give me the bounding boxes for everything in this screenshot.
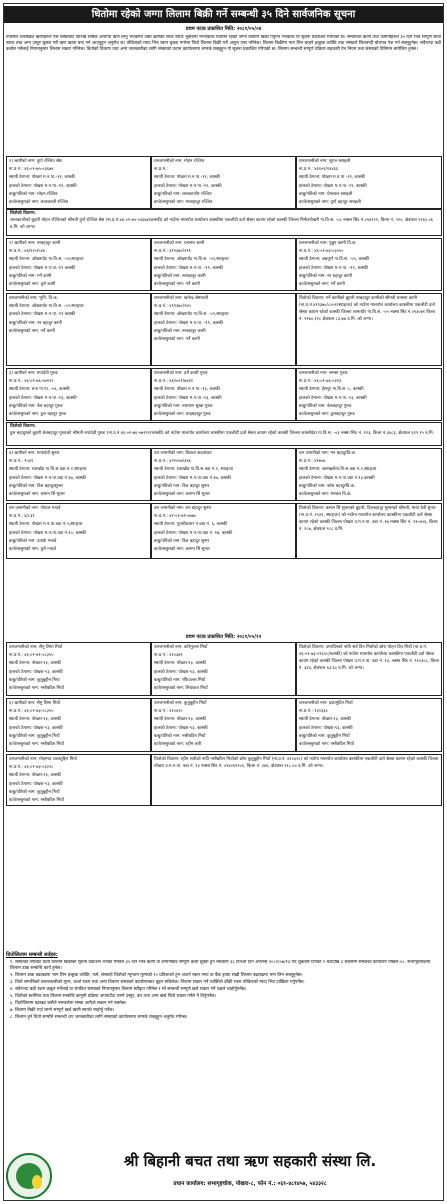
cell-line: ना.प्र.नं.: ४६-०१-७३-०८३५० xyxy=(9,709,54,715)
guarantor-cell xyxy=(6,293,151,366)
cell-line: ना.प्र.नं.: ४६१०१/१४४३३ xyxy=(299,167,339,173)
guarantor-cell xyxy=(151,156,296,209)
notice-title: धितोमा रहेको जग्गा लिलाम बिक्री गर्ने सम्बन्धी ३५ दिने सार्वजनिक सूचना xyxy=(4,6,443,23)
cell-line: बाबु/पतिको नाम: कुतुबुद्दीन मिया xyxy=(9,677,60,683)
cell-heading: धितोको विवरण: रहीम लतीको नाति नसीबदिन मियाँको छोरा कुतुबुद्दीन मियाँ (ना.प्र.नं. ४१०६२०) को नाउँमा मालपोत कार्यालय कास्कीमा एकलौटी दर्ता श्रेस्ता कायम रहेको कास्की जिल्ला पोखरा उ.म.न.पा. वडा नं. १३ नक्सा सिट नं. ०९४०९२२०१, कित्ता नं. ३४४, क्षेत्रफल ११८.०० व.मि. को जग्गा। xyxy=(154,757,439,769)
cell-line: बाजे/ससुराको नाम: ठुलबहादुर गुरुङ xyxy=(299,411,355,417)
cell-heading: धनजमानीको नाम: सुरज रसाइली xyxy=(299,159,351,164)
cell-line: बाबु/पतिको नाम: बेलबहादुर गुरुङ xyxy=(299,403,352,409)
cell-heading: धन जमानीको नाम: गोपाल गन्धर्व xyxy=(9,506,61,511)
cell-line: स्थायी ठेगाना: पोखरा म.न.पा.-१३, कास्की xyxy=(154,387,220,393)
cell-line: हालको ठेगाना: पोखरा म.न.पा.वडा नं.१७, कास्की xyxy=(9,475,86,481)
cell-line: बाबु/पतिको नाम: नर बहादुर कामी xyxy=(9,320,62,326)
cell-heading: ४) ऋणीको नाम: मायादेवी सुनार xyxy=(9,451,60,456)
borrower-cell xyxy=(6,448,151,501)
borrower-cell xyxy=(6,368,151,421)
guarantor-cell xyxy=(151,698,296,752)
cell-line: हालको ठेगाना: पोखरा-१३, कास्की xyxy=(9,725,63,731)
cell-line: हालको ठेगाना: पोखरा म.न.पा.वडा नं.१७, कास्की xyxy=(154,475,231,481)
condition-item: ५. धितोको स्वामित्व तथा लिलाम सम्बन्धि कानुनी प्रक्रिया अपनाउँदा लाग्ने दस्तुर, कर तथा अन्य खर्च धितो सकार गर्नेले नै तिर्नुपर्नेछ। xyxy=(10,993,217,999)
guarantor-cell xyxy=(151,368,296,421)
cell-line: हालको ठेगाना: पोखरा म.न.पा. -१९, कास्की xyxy=(154,265,223,271)
cell-line: ना.प्र.नं.: ४६-०१-७६-०३१३ xyxy=(299,379,342,385)
cell-line: बाबु/पतिको नाम: नसीबदिन मियाँ xyxy=(154,733,206,739)
condition-item: ३. धितो सम्पत्तिको चलनचल्तीको मूल्य, कर्जा रकम तथा अन्य विवरण संस्थाको कार्यालयबाट बुझ्न सकिनेछ। लिलाम सकार गर्ने व्यक्तिले बाँकी रकम तोकिएको म्याद भित्र दाखिला गर्नुपर्नेछ। xyxy=(10,979,305,985)
cell-line: हालको ठेगाना: पोखरा म.न.पा.-१३, कास्की xyxy=(299,395,367,401)
cell-line: हालको ठेगाना: पोखरा म.न.पा.-१९ कास्की xyxy=(9,312,76,318)
cell-heading: ३) ऋणीको नाम: रुपादेवी गुरुङ xyxy=(9,371,58,376)
cell-line: बाजे/ससुराको नाम: ठुल बहादुर गुरुङ xyxy=(9,411,67,417)
guarantor-cell xyxy=(296,368,442,421)
cell-line: ना.प्र.नं.: ४६-०१-७१-०८३५० xyxy=(9,653,54,659)
cell-line: स्थायी ठेगाना: हँसपुर गा.वि.स -८, कास्की xyxy=(299,387,364,393)
cell-heading: धनजमानीको नाम: मोहन रञ्जित xyxy=(154,159,205,164)
cell-line: बाजे/ससुराको नाम: चन्द्रबहादुर गुरुङ xyxy=(154,411,211,417)
guarantor-cell xyxy=(151,238,296,291)
cell-line: बाबु/पतिको नाम: डिल बहादुरसुनार xyxy=(9,483,63,489)
cell-line: बाजे/ससुराको नाम: गर्ने कामी xyxy=(9,328,55,334)
cell-line: बाबु/पतिको नाम: बेल बहादुर गुरुङ xyxy=(9,403,63,409)
cell-line: हालको ठेगाना: पोखरा-१३, कास्की xyxy=(299,725,353,731)
cell-line: हालको ठेगाना: पोखरा म.न.पा.वडा नं. १७, कास्की xyxy=(154,530,233,536)
cell-line: ना.प्र.नं.: ४६-०१-७३-०३०५० xyxy=(299,249,344,255)
cell-line: हालको ठेगाना: पोखरा म.न.पा.-१३, कास्की xyxy=(9,395,77,401)
cell-line: बाबु/पतिको नाम: नर बहादुर कामी xyxy=(299,273,352,279)
cell-line: हालको ठेगाना: पोखरा-१३, कास्की xyxy=(9,669,63,675)
cell-line: बाबु/पतिको नाम: रफिउल्ला मियाँ xyxy=(154,677,206,683)
borrower-cell xyxy=(6,238,151,291)
cell-line: ना.प्र.नं.: xyxy=(154,167,168,173)
borrower-cell xyxy=(6,642,151,696)
cell-line: हालको ठेगाना: पोखरा म.न.पा.-१९ कास्की xyxy=(9,265,76,271)
cell-line: स्थायी ठेगाना: राङखोड गा.वि.स.वडा नं.२,स्याङ्जा xyxy=(9,467,87,473)
cell-line: बाजे/ससुराको नाम: मनबहादुर रञ्जित xyxy=(154,199,213,205)
cell-line: हालको ठेगाना: पोखरा म.न.पा.-२९, कास्की xyxy=(299,183,367,189)
cell-line: बाजे/ससुराको नाम: तुले कामी xyxy=(9,281,56,287)
cell-line: स्थायी ठेगाना: पोखरा म.न.पा.-२९, कास्की xyxy=(299,175,365,181)
cell-heading: धितोको विवरण: उमरदिनको नाति सर्व दिन मियाँको छोरा मोहन दिन मियाँ (ना.प्र.नं. ४६-०१-७३-०९६२८/कास्की) को नाउँमा मालपोत कार्यालय कास्कीमा एकलौटी दर्ता श्रेस्ता कायम रहेको कास्की जिल्ला पोखरा उ.म.न.पा. वडा नं. १३, नक्सा सिट नं. ९१०३०८, कित्ता नं. ३४३, क्षेत्रफल ६३.६० व.मि. को जग्गा। xyxy=(299,645,440,671)
cell-line: ना.प्र.नं.: ४१०३७९ xyxy=(154,653,183,659)
condition-item: ४. सबैभन्दा बढी रकम कबुल गर्नेलाई वा संगठित संस्थाको नियमानुसार लिलाम स्वीकृत गरिनेछ र सो सम्बन्धी सम्पूर्ण खर्च सकार गर्ने पक्षले व्यहोर्नुपर्नेछ। xyxy=(10,986,247,992)
guarantor-cell xyxy=(296,642,442,696)
office-address: प्रधान कार्यालय: सभागृहचोक, पोखरा-८, फोन नं.: ०६१-४८१४५७, ५४३३२८ xyxy=(173,1181,327,1187)
cell-line: स्थायी ठेगाना: ओखरपोट गा.वि.स. -०२,स्याङ्जा xyxy=(154,257,229,263)
cell-line: बाबु/पतिको नाम: कुतुबुद्दीन मियाँ xyxy=(9,789,60,795)
cell-line: ना.प्र.नं.: ४१-०१-७१-०७७० xyxy=(154,514,197,520)
cell-line: ना.प्र.नं.: ४१९३७०/१४५ xyxy=(154,304,191,310)
guarantor-cell xyxy=(151,448,296,501)
cell-line: बाबु/पतिको नाम: कुतुबुद्दीन मियाँ xyxy=(9,733,60,739)
cell-line: बाजे/ससुराको नाम: कमान सिं सुनार xyxy=(154,491,210,497)
cooperative-logo xyxy=(6,1153,52,1199)
conditions-title: धितोलिलाम सम्बन्धी शर्तहरु: xyxy=(6,952,58,958)
cell-line: बाजे/ससुराको नाम: रहीम लती xyxy=(154,741,202,747)
cell-line: बाजे/ससुराको नाम: नसीबदिन मियाँ xyxy=(9,797,64,803)
cell-line: बाजे/ससुराको नाम: नसीबदिन मियाँ xyxy=(9,741,64,747)
collateral-detail-text: लालकाजीको बुहारी मोहन रञ्जितको श्रीमती दुर्गा रञ्जित श्रेष्ठ (ना.प्र.नं.४६-०१-७५-०३६७४/कास्की) को नाउँमा मालपोत कार्यालय कास्कीमा एकलौटी दर्ता श्रेस्ता कायम रहेको कास्की जिल्ला निर्मलपोखरी गा.वि.स. -०८ नक्सा सिट नं.०९४१२१, कित्ता नं. ५१०, क्षेत्रफल १२६५.०६ व.मि. को जग्गा। xyxy=(10,217,433,230)
cell-line: ना.प्र.नं.: ४१०६२० xyxy=(154,709,183,715)
cell-line: बाजे/ससुराको नाम: नसीबदिन मियाँ xyxy=(299,741,354,747)
cell-heading: धनजमानीको नाम: पुन्नुप कामी वि.क. xyxy=(299,241,357,246)
cell-line: हालको ठेगाना: पोखरा म.न.पा.वडा नं.१०, कास्की xyxy=(9,530,86,536)
cell-line: स्थायी ठेगाना: पोखरा म.न.पा.-११, कास्की xyxy=(9,175,75,181)
second-publish-date: प्रथम पटक प्रकाशित मिति: २०८१/०५/१२ xyxy=(185,634,262,640)
cell-line: बाबु/पतिको नाम: दयाके गन्धर्व xyxy=(9,538,57,544)
guarantor-cell xyxy=(296,156,442,209)
cell-heading: धनजमानीको नाम: धनसरा कामी xyxy=(154,241,205,246)
guarantor-cell xyxy=(296,238,442,291)
cell-line: स्थायी ठेगाना: ओखरपोट गा.वि.स. -०२,स्याङ्जा xyxy=(9,304,84,310)
cell-heading: धनजमानीको नाम: खगेन्द्र श्रेष्ठपाली xyxy=(154,296,209,301)
cell-line: स्थायी ठेगाना: पोखरा-१३, कास्की xyxy=(154,661,206,667)
cell-line: स्थायी ठेगाना: पोखरा-१३, कास्की xyxy=(9,661,61,667)
cell-heading: धनजमानीको नाम: इकामुदिन मियाँ xyxy=(299,701,353,706)
cell-line: हालको ठेगाना: पोखरा-१३, कास्की xyxy=(154,725,208,731)
borrower-cell xyxy=(6,156,151,209)
condition-item: १. संस्थाको तर्फबाट धितो लिलाम बिक्रीको सूचना प्रकाशन भएको मितिले ३५ दिन भित्र ऋणी वा जमानीबाट सम्पूर्ण कर्जा चुक्ता हुन नसकेमा ३६ दिनऔं दिन अपरान्ह २०८१/०७/१३ गते शुक्रबार दिनको १ बजेदेखि ३ बजेसम्म संस्थाको कार्यालय पोखरा-०८, सभागृहचोकमा लिलाम डाक सम्बन्धि कार्य हुनेछ। xyxy=(10,960,431,971)
conditions-list xyxy=(10,960,441,1148)
publish-date: प्रथम पटक प्रकाशित मिति: २०८१/०५/०४ xyxy=(185,26,262,32)
cell-heading: धनजमानीको नाम: भुमि. वि.क. xyxy=(9,296,59,301)
cell-line: स्थायी ठेगाना: पोखरा-१३, कास्की xyxy=(299,717,351,723)
cell-line: बाजे/ससुराको नाम: दुर्गा बहादुर रसाइली xyxy=(299,199,361,205)
guarantor-cell xyxy=(296,448,442,501)
cell-line: बाबु/पतिको नाम: नरबहादुर कामी xyxy=(154,328,206,334)
cell-line: स्थायी ठेगाना: पोखरा म.न.पा.वडा नं.५,स्याङ्जा xyxy=(9,522,83,528)
cell-line: स्थायी ठेगाना: पुतलीबजार नं.वडा नं. ६, कास्की xyxy=(154,522,228,528)
cell-heading: ६) ऋणीको नाम: सैमु लिमा मियाँ xyxy=(9,701,61,706)
cell-line: स्थायी ठेगाना: पोखरा-१३, कास्की xyxy=(9,717,61,723)
cell-line: ना.प्र.नं.: ४६१००१/७४३१ xyxy=(154,379,194,385)
condition-item: ८. लिलाम हुने धितो सम्पत्ति सम्बन्धी थप जानकारीका लागि संस्थाको कार्यालयमा सम्पर्क राख्नुहुन अनुरोध गरिन्छ। xyxy=(10,1014,188,1020)
cell-line: हालको ठेगाना: पोखरा म.न.पा.वडा नं.१३,कास्की xyxy=(299,475,375,481)
guarantor-cell xyxy=(6,754,151,806)
cell-line: बाजे/ससुराको नाम: गर्ने कामी xyxy=(299,281,345,287)
cell-line: ना.प्र.नं.: ४१७०७ xyxy=(299,459,326,465)
guarantor-cell xyxy=(151,503,296,559)
collateral-detail-title: धितोको विवरण: xyxy=(10,424,36,429)
intro-paragraph: तपसिल उल्लेखित ऋणीहरुले यस संस्थाबाट विभिन्न शीर्षक अन्तर्गत ऋण लिनु भएकोमा उक्त ऋणको साँवा ब्याज भुक्तानी नभएकाले धितोमा रहेको जग्गा लिलाम बिक्री गर्नुपर्ने भएकाले यो सूचना प्रकाशित गरिएको छ। सम्बन्धित ऋणी तथा जमानीहरुले ३५ दिन भित्र सम्पूर्ण साँवा ब्याज तथा अन्य दस्तुर चुक्ता गरी ऋण खाता बन्द गर्न आउनुहुन अनुरोध छ। तोकिएको म्याद भित्र रकम चुक्ता नगरेमा धितो लिलाम बिक्री गरी असुल उपर गरिनेछ। लिलाम बिक्रीमा भाग लिन चाहने इच्छुक व्यक्ति तथा संस्थाले सिलबन्दी बोलपत्र पेश गर्न सक्नुहुनेछ। सबैभन्दा बढी कबोल गर्नेलाई नियमानुसार लिलाम सकार गरिनेछ। धितोको विवरण तथा अन्य जानकारीका लागि संस्थाको प्रधान कार्यालयमा सम्पर्क राख्नुहुन यो सूचना प्रकाशित गरिएको छ। लिलाम सम्बन्धी सम्पूर्ण प्रक्रिया सहकारी ऐन नियम तथा संस्थाको विनियम बमोजिम हुनेछ। xyxy=(6,35,441,52)
cell-line: बाजे/ससुराको नाम: कमान सिं सुनार xyxy=(9,491,65,497)
cell-line: बाबु/पतिको नाम: प्रेमलाल रसाइली xyxy=(299,191,353,197)
cell-line: बाजे/ससुराको नाम: लालकाजी रञ्जित xyxy=(9,199,69,205)
cell-line: बाजे/ससुराको नाम: कमान सिं सुनार xyxy=(154,546,210,552)
cell-heading: धनजमानीको नाम: करिमुल्ला मियाँ xyxy=(154,645,208,650)
cell-line: ना.प्र.नं.: १५३९ xyxy=(9,459,34,465)
cell-heading: धन जमानीको नाम: मन बहादुरवि.क. xyxy=(299,451,357,456)
cell-line: बाबु/पतिको नाम: कुतुबुद्दीन मियाँ xyxy=(299,733,350,739)
cell-heading: धितोको विवरण: कमान सिं सुनारको बुहारी, डिलबहादुर सुनारको श्रीमती, माया देवी सुनार (ना.प्र.नं. १५३९, स्याङ्जा) को नाउँमा मालपोत कार्यालय कास्कीमा एकलौटी दर्ता श्रेस्ता कायम रहेको कास्की जिल्ला पोखरा उ.म.न.पा. वडा नं. १७ नक्सा सिट नं. ९१०४०६, कित्ता नं. १८७, क्षेत्रफल १८८ व.मि. xyxy=(299,506,438,532)
collateral-detail xyxy=(6,422,442,446)
cell-line: ना.प्र.नं.: ४/८३९ xyxy=(9,514,35,520)
collateral-detail xyxy=(296,293,442,366)
condition-item: २. लिलाम डाक बढाबढमा भाग लिन इच्छुक व्यक्ति, फर्म, संस्थाले धितोको न्यूनतम मूल्यको १० प्रतिशतले हुन आउने रकम नगद वा बैंक ड्राफ्ट राखी लिलाम बढाबढमा भाग लिन सक्नुहुनेछ। xyxy=(10,972,303,978)
cell-line: बाजे/ससुराको नाम: तुले गन्धर्व xyxy=(9,546,56,552)
condition-item: ७. लिलाम बिक्री गर्दा लाग्ने सम्पूर्ण खर्च ऋणी स्वयंले ब्यहोर्नु पर्नेछ। xyxy=(10,1007,115,1013)
cell-line: बाबु/पतिको नाम: डिल बहादुर सुनार xyxy=(154,538,210,544)
cell-line: हालको ठेगाना: पोखरा म.न.पा.-११, कास्की xyxy=(154,183,222,189)
cell-line: हालको ठेगाना: पोखरा-१३, कास्की xyxy=(9,781,63,787)
cell-heading: धन जमानीको नाम: धन बहादुर सुनार xyxy=(154,506,212,511)
organization-name: श्री बिहानी बचत तथा ऋण सहकारी संस्था लि. xyxy=(123,1152,377,1170)
cell-heading: धनजमानीको नाम: हर्ष कासी गुरुङ xyxy=(154,371,208,376)
cell-heading: २) ऋणीको नाम: नरबहादुर कामी xyxy=(9,241,61,246)
cell-heading: धनजमानीको नाम: सैमु लिमा मिर्या xyxy=(9,645,63,650)
cell-line: बाजे/ससुराको नाम: गर्ने कामी xyxy=(154,336,200,342)
cell-line: स्थायी ठेगाना: राङखोड गा.वि.स.वडा नं.२, स्याङ्जा xyxy=(154,467,233,473)
cell-line: स्थायी ठेगाना: ओखरपोट गा.वि.स. -०२,स्याङ्जा xyxy=(154,312,229,318)
cell-line: हालको ठेगाना: पोखरा म.न.पा. -१९, कास्की xyxy=(299,265,368,271)
cell-line: ना.प्र.नं.: ४६-०१-७५-०३६७४ xyxy=(9,167,54,173)
cell-line: ना.प्र.नं.: ४६-०१-७३-०३०२८ xyxy=(9,765,54,771)
cell-heading: धितोको विवरण: गर्ने कामीको बुहारी नरबहादुर कामीको श्रीमती धनसरा कामी (ना.प्र.नं.४१९३७०/८०५१/स्याङ्जा) को नाउँमा मालपोत कार्यालय कास्कीमा एकलौटी दर्ता श्रेस्ता कायम रहेको कास्की जिल्ला लामाचौर गा.वि.स. -०५ नक्सा सिट नं.०९३०७१ कित्ता नं. ११७०,११८ क्षेत्रफल ८३.७७ व.मि. को जग्गा। xyxy=(299,296,435,322)
cell-heading: धन जमानीको नाम: बिशाल सदाशंकर xyxy=(154,451,212,456)
cell-line: स्थायी ठेगाना: ओखरपोट गा.वि.स. -०२,स्याङ्जा xyxy=(9,257,84,263)
cell-line: बाजे/ससुराको नाम: गर्ने कामी xyxy=(154,281,200,287)
cell-line: स्थायी ठेगाना: पोखरा-१३, कास्की xyxy=(154,717,206,723)
cell-line: स्थायी ठेगाना: रुपा गा.पा. -०६, कास्की xyxy=(9,387,70,393)
footer xyxy=(4,1152,443,1201)
collateral-detail-title: धितोको विवरण: xyxy=(10,211,36,216)
cell-line: हालको ठेगाना: पोखरा म.न.पा.-११, कास्की xyxy=(9,183,77,189)
collateral-detail xyxy=(6,209,442,236)
cell-heading: धनजमानीको नाम: कुतुबुद्दीन मियाँ xyxy=(154,701,207,706)
cell-line: ना.प्र.नं.: १३२३३३ xyxy=(299,709,328,715)
collateral-detail xyxy=(151,754,442,806)
cell-line: बाजे/ससुराको नाम: नसीबदिन मियाँ xyxy=(9,685,64,691)
cell-line: हालको ठेगाना: पोखरा-१३, कास्की xyxy=(154,669,208,675)
cell-line: स्थायी ठेगाना: पोखरा म.न.पा.-११, कास्की xyxy=(154,175,220,181)
collateral-detail xyxy=(296,503,442,559)
cell-heading: धनजमानीको नाम: मोहम्मद जलालुद्दिन मियाँ xyxy=(9,757,77,762)
cell-line: बाबु/पतिको नाम: डिल बहादुर सुनार xyxy=(154,483,210,489)
cell-line: बाजे/ससुराको नाम: मनबल वि.क. xyxy=(299,491,352,497)
cell-line: स्थायी ठेगाना: अन्नपूर्ण गा.वि.स. -०५, कास्की xyxy=(299,257,370,263)
cell-line: स्थायी ठेगाना: पोखरा-१३, कास्की xyxy=(9,773,61,779)
guarantor-cell xyxy=(6,503,151,559)
cell-line: हालको ठेगाना: पोखरा म.न.पा.-१३, कास्की xyxy=(154,395,222,401)
cell-line: स्थायी ठेगाना: आरुखर्कंगा.वि.स.वडा नं.२,स्याङ्जा xyxy=(299,467,377,473)
guarantor-cell xyxy=(151,642,296,696)
cell-line: बाजे/ससुराको नाम: लियाकत मियाँ xyxy=(154,685,208,691)
guarantor-cell xyxy=(296,698,442,752)
cell-line: बाबु/पतिको नाम: मोहन रञ्जित xyxy=(9,191,58,197)
guarantor-cell xyxy=(151,293,296,366)
condition-item: ६. धितोलिलाम बढाबढ कसैले नसकारेमा संस्था आफैले सकार गर्न सक्नेछ। xyxy=(10,1000,127,1006)
cell-heading: १) ऋणीको नाम: दुर्गा रञ्जित श्रेष्ठ xyxy=(9,159,62,164)
cell-line: बाबु/पतिको नाम: नारायण सुब्बा गुरुङ xyxy=(154,403,213,409)
cell-line: बाबु/पतिको नाम: नरबहादुर कामी xyxy=(154,273,206,279)
cell-line: बाबु/पतिको नाम: गर्ने कामी xyxy=(9,273,52,279)
cell-line: ना.प्र.नं.: ४६/१२०/५४४ xyxy=(9,249,46,255)
borrower-cell xyxy=(6,698,151,752)
collateral-detail-text: ठुल बहादुरको बुहारी बेलबहादुर गुरुङको श्रीमती रुपादेवी गुरुङ (ना.प्र.नं.४६-०१-७६-०७९९२/कास्की) को नाउँमा मालपोत कार्यालय कास्कीमा एकलौटी दर्ता श्रेस्ता कायम रहेको कास्की जिल्ला कफ्लोडेडा गा.वि.स. -०३ नक्सा सिट नं. १२३, कित्ता नं.३४८३, क्षेत्रफल ६२९.१५ व.मि. xyxy=(10,430,435,436)
cell-line: ना.प्र.नं.: ४१९३७०/१९९ xyxy=(154,249,191,255)
cell-line: ना.प्र.नं.: ४२१००७/३४६ xyxy=(154,459,191,465)
cell-line: बाबु/पतिको नाम: कोश बहादुरवि.क. xyxy=(299,483,356,489)
cell-line: हालको ठेगाना: पोखरा म.न.पा. -१९, कास्की xyxy=(154,320,223,326)
cell-heading: धनजमानीको नाम: समसा गुरुङ xyxy=(299,371,348,376)
cell-line: ना.प्र.नं.: ४६-०१-७६-०७९९२ xyxy=(9,379,54,385)
cell-line: बाबु/पतिको नाम: लालकाजीर रञ्जित xyxy=(154,191,212,197)
